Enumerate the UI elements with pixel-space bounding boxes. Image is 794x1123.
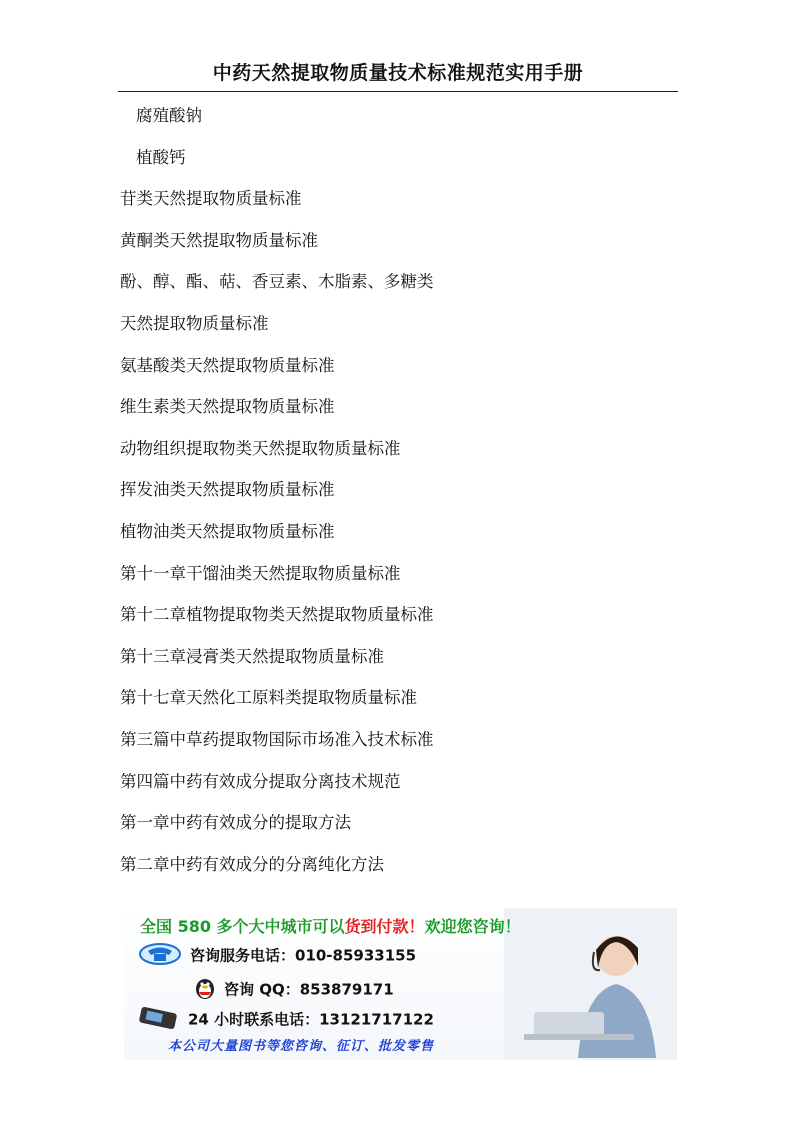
content-line: 氨基酸类天然提取物质量标准 bbox=[120, 355, 335, 375]
content-line: 维生素类天然提取物质量标准 bbox=[120, 397, 335, 417]
content-line: 挥发油类天然提取物质量标准 bbox=[120, 480, 335, 500]
ad-phone-text: 咨询服务电话：010-85933155 bbox=[190, 946, 417, 965]
content-line: 植物油类天然提取物质量标准 bbox=[120, 521, 335, 541]
ad-qq-row bbox=[194, 976, 394, 1004]
content-line: 腐殖酸钠 bbox=[136, 106, 202, 125]
content-line: 酚、醇、酯、萜、香豆素、木脂素、多糖类 bbox=[120, 272, 434, 292]
content-line: 动物组织提取物类天然提取物质量标准 bbox=[120, 438, 401, 458]
content-line: 植酸钙 bbox=[136, 147, 186, 167]
page-title: 中药天然提取物质量技术标准规范实用手册 bbox=[118, 58, 678, 92]
content-lines bbox=[120, 100, 434, 890]
customer-service-woman-image bbox=[504, 908, 677, 1060]
telephone-icon bbox=[138, 942, 182, 970]
content-line: 天然提取物质量标准 bbox=[120, 313, 269, 333]
content-line: 第十七章天然化工原料类提取物质量标准 bbox=[120, 688, 417, 708]
qq-penguin-icon bbox=[194, 976, 216, 1004]
ad-phone-row bbox=[138, 942, 416, 970]
content-line: 苷类天然提取物质量标准 bbox=[120, 189, 302, 209]
ad-headline-part1: 全国 580 多个大中城市可以 bbox=[140, 917, 345, 936]
content-line: 第四篇中药有效成分提取分离技术规范 bbox=[120, 771, 401, 791]
contact-advertisement bbox=[124, 908, 677, 1060]
content-line: 第十三章浸膏类天然提取物质量标准 bbox=[120, 646, 384, 666]
content-line: 第一章中药有效成分的提取方法 bbox=[120, 813, 351, 833]
mobile-phone-icon bbox=[138, 1006, 180, 1034]
content-line: 第二章中药有效成分的分离纯化方法 bbox=[120, 854, 384, 874]
ad-headline-cod: 货到付款！ bbox=[344, 917, 425, 936]
content-line: 第十一章干馏油类天然提取物质量标准 bbox=[120, 563, 401, 583]
ad-headline bbox=[140, 914, 521, 937]
content-line: 第三篇中草药提取物国际市场准入技术标准 bbox=[120, 729, 434, 749]
content-line: 第十二章植物提取物类天然提取物质量标准 bbox=[120, 605, 434, 625]
ad-mobile-row bbox=[138, 1006, 434, 1034]
ad-footer: 本公司大量图书等您咨询、征订、批发零售 bbox=[168, 1039, 435, 1054]
ad-qq-text: 咨询 QQ：853879171 bbox=[224, 980, 394, 999]
ad-mobile-text: 24 小时联系电话：13121717122 bbox=[188, 1010, 434, 1029]
ad-headline-part3: 欢迎您咨询！ bbox=[424, 917, 521, 936]
content-line: 黄酮类天然提取物质量标准 bbox=[120, 230, 318, 250]
